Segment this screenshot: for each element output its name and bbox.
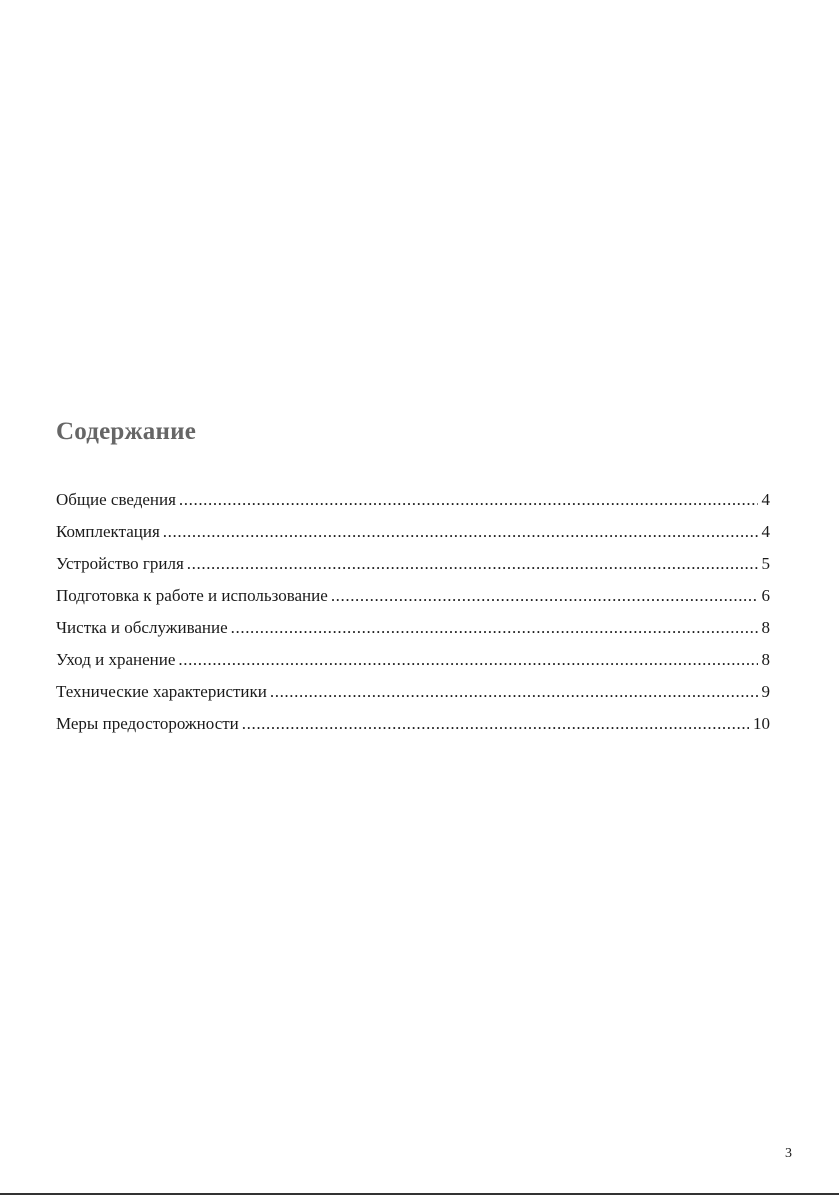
toc-entry-text: Подготовка к работе и использование: [56, 586, 328, 605]
toc-entry-text: Комплектация: [56, 522, 160, 541]
toc-entry-text: Чистка и обслуживание: [56, 618, 228, 637]
toc-leader-dots: [242, 708, 749, 740]
toc-list: [56, 484, 770, 740]
toc-leader-dots: [331, 580, 758, 612]
toc-entry-page: 4: [761, 522, 770, 541]
toc-entry-page: 9: [761, 682, 770, 701]
toc-entry[interactable]: [56, 612, 770, 644]
toc-entry[interactable]: [56, 484, 770, 516]
toc-leader-dots: [187, 548, 758, 580]
toc-leader-dots: [270, 676, 758, 708]
toc-leader-dots: [178, 644, 757, 676]
toc-entry-page: 6: [761, 586, 770, 605]
toc-entry-page: 10: [753, 714, 770, 733]
toc-entry-page: 8: [761, 650, 770, 669]
toc-entry[interactable]: [56, 580, 770, 612]
toc-entry[interactable]: [56, 644, 770, 676]
toc-entry-page: 8: [761, 618, 770, 637]
toc-entry[interactable]: [56, 708, 770, 740]
bottom-divider: [0, 1193, 839, 1195]
toc-entry-page: 5: [761, 554, 770, 573]
toc-leader-dots: [231, 612, 758, 644]
toc-entry-text: Устройство гриля: [56, 554, 184, 573]
toc-leader-dots: [179, 484, 758, 516]
page-number: 3: [785, 1146, 792, 1161]
toc-entry[interactable]: [56, 548, 770, 580]
toc-entry[interactable]: [56, 676, 770, 708]
toc-entry[interactable]: [56, 516, 770, 548]
toc-leader-dots: [163, 516, 758, 548]
toc-title: Содержание: [56, 418, 197, 445]
toc-entry-text: Общие сведения: [56, 490, 176, 509]
toc-entry-text: Уход и хранение: [56, 650, 176, 669]
toc-entry-page: 4: [761, 490, 770, 509]
toc-entry-text: Технические характеристики: [56, 682, 267, 701]
toc-entry-text: Меры предосторожности: [56, 714, 239, 733]
